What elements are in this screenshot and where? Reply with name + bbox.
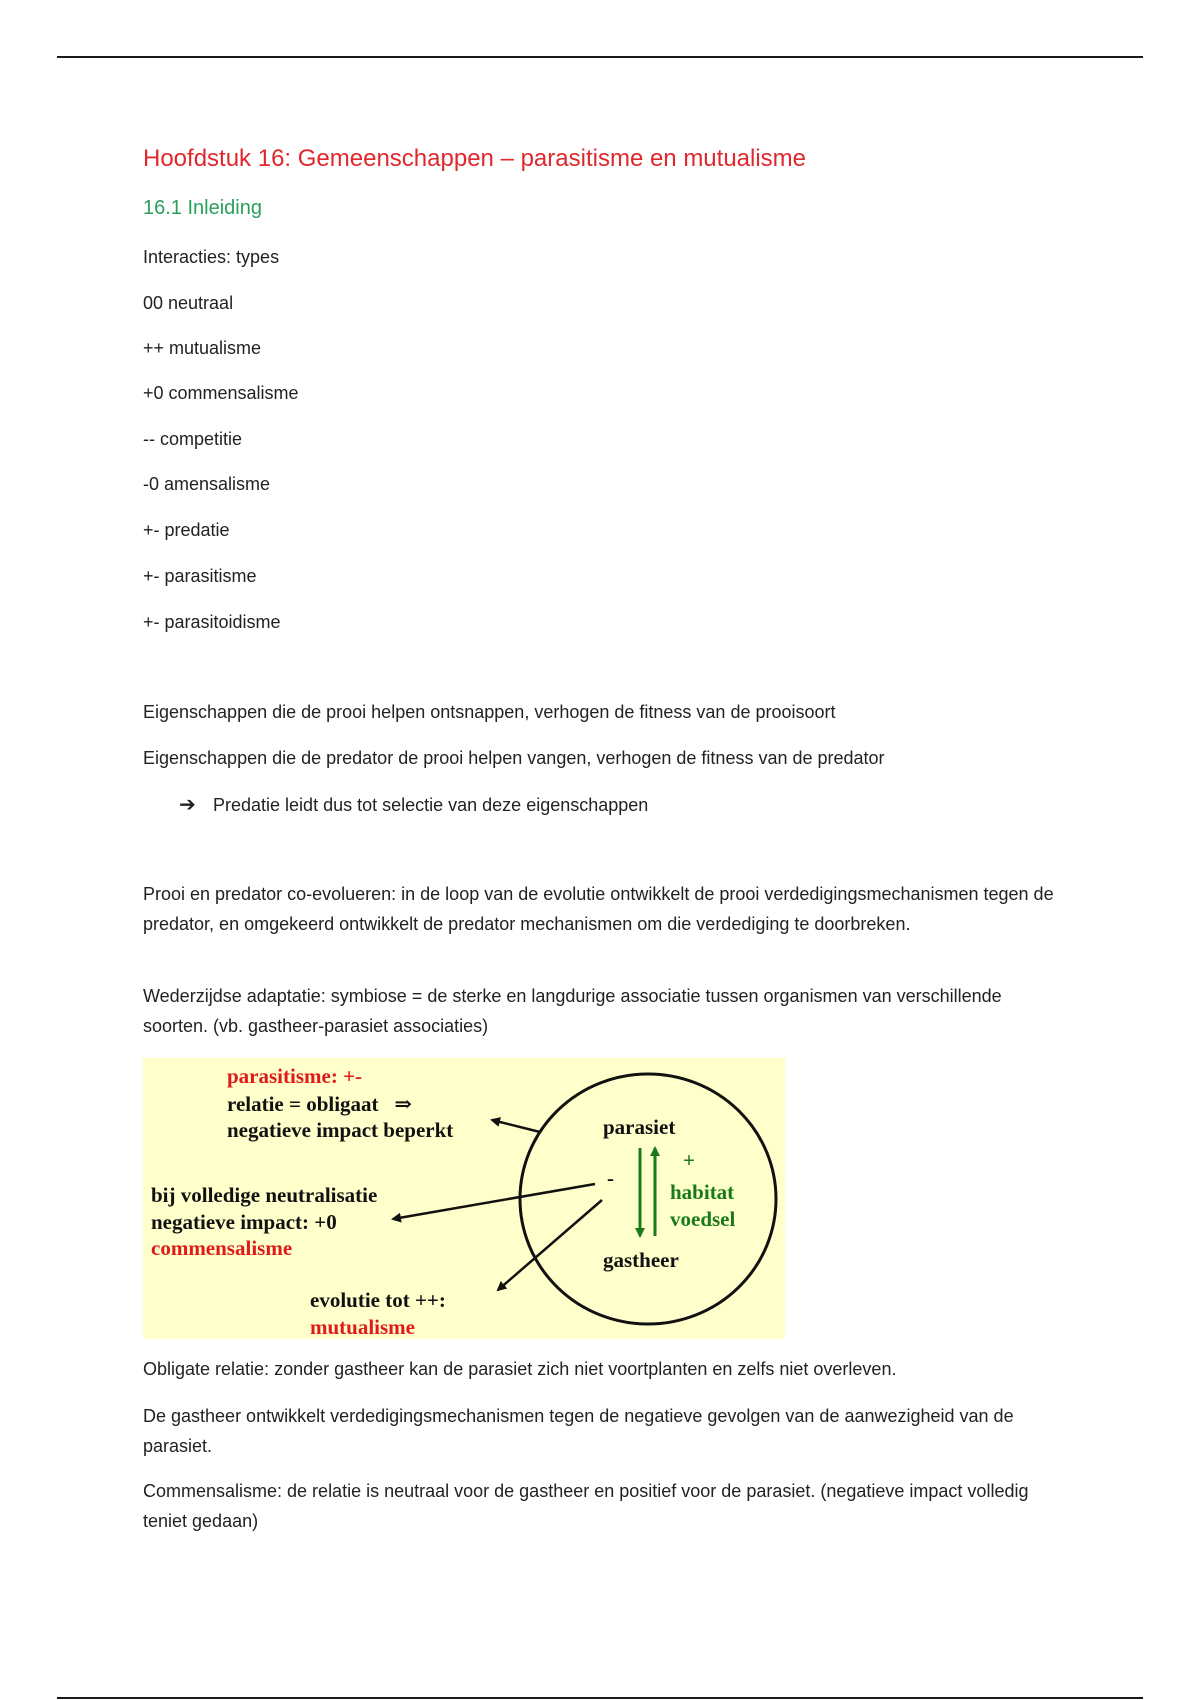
list-item: +- parasitoidisme — [143, 612, 281, 632]
label-neutralisation: bij volledige neutralisatie — [151, 1183, 378, 1207]
label-relation — [227, 1091, 412, 1117]
arrow-to-mutualism — [498, 1200, 602, 1290]
implies-icon: ⇒ — [394, 1092, 412, 1116]
label-commensalism: commensalisme — [151, 1236, 293, 1260]
header-rule — [57, 56, 1143, 58]
section-title: 16.1 Inleiding — [143, 197, 262, 219]
arrow-right-icon: ➔ — [179, 794, 196, 816]
interactions-intro: Interacties: types — [143, 247, 280, 267]
label-mutualism: mutualisme — [310, 1315, 415, 1339]
label-host: gastheer — [603, 1248, 679, 1272]
list-item: +- parasitisme — [143, 566, 257, 586]
label-parasitism: parasitisme: +- — [227, 1064, 363, 1088]
paragraph: Prooi en predator co-evolueren: in de loop van de evolutie ontwikkelt de prooi verdedigingsmechanismen tegen de predator, en omgekeerd ontwikkelt de predator mechanismen om die verdediging te doorbreken. — [143, 884, 1054, 934]
arrow-to-neutralisation — [393, 1184, 595, 1219]
list-item: +- predatie — [143, 520, 230, 540]
chapter-title: Hoofdstuk 16: Gemeenschappen – parasitisme en mutualisme — [143, 145, 807, 172]
paragraph: De gastheer ontwikkelt verdedigingsmechanismen tegen de negatieve gevolgen van de aanwezigheid van de parasiet. — [143, 1406, 1014, 1456]
label-minus: - — [607, 1166, 614, 1190]
host-circle — [520, 1074, 776, 1324]
arrow-bullet — [179, 792, 648, 817]
paragraph: Wederzijdse adaptatie: symbiose = de sterke en langdurige associatie tussen organismen van verschillende soorten. (vb. gastheer-parasiet associaties) — [143, 986, 1002, 1036]
list-item: +0 commensalisme — [143, 383, 299, 403]
label-plus: + — [683, 1148, 695, 1172]
arrow-to-impact — [492, 1120, 540, 1132]
paragraph: Predatie leidt dus tot selectie van deze eigenschappen — [213, 795, 649, 815]
list-item: 00 neutraal — [143, 293, 234, 313]
label-parasite: parasiet — [603, 1115, 676, 1139]
label-food: voedsel — [670, 1207, 736, 1231]
paragraph: Eigenschappen die de predator de prooi helpen vangen, verhogen de fitness van de predator — [143, 748, 885, 768]
parasitism-diagram — [143, 1058, 785, 1339]
list-item: -- competitie — [143, 429, 243, 449]
paragraph: Eigenschappen die de prooi helpen ontsnappen, verhogen de fitness van de prooisoort — [143, 702, 836, 722]
label-evolution: evolutie tot ++: — [310, 1288, 446, 1312]
list-item: -0 amensalisme — [143, 474, 271, 494]
label-impact-limited: negatieve impact beperkt — [227, 1118, 454, 1142]
label-neutral-impact: negatieve impact: +0 — [151, 1210, 337, 1234]
paragraph: Commensalisme: de relatie is neutraal voor de gastheer en positief voor de parasiet. (negatieve impact volledig teniet gedaan) — [143, 1481, 1029, 1531]
label-habitat: habitat — [670, 1180, 735, 1204]
relation-text: relatie = obligaat — [227, 1092, 379, 1116]
footer-rule — [57, 1697, 1143, 1699]
paragraph: Obligate relatie: zonder gastheer kan de parasiet zich niet voortplanten en zelfs niet overleven. — [143, 1359, 897, 1379]
list-item: ++ mutualisme — [143, 338, 262, 358]
